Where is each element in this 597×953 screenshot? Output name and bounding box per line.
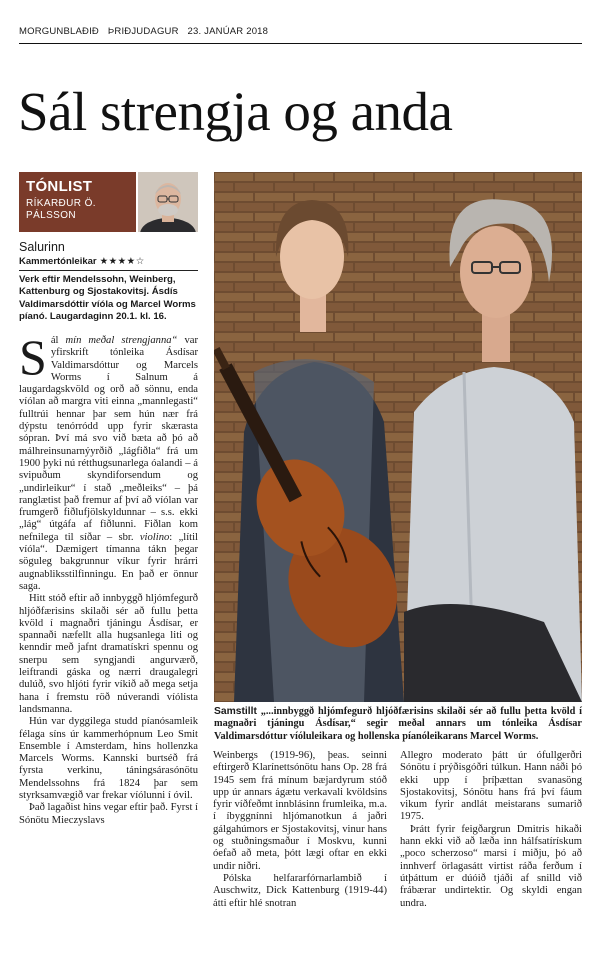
article-paragraph bbox=[19, 335, 198, 593]
article-column-3 bbox=[400, 750, 582, 945]
review-event bbox=[19, 256, 198, 271]
caption-text: „...innbyggð hljómfegurð hljóðfærisins skilaði sér að fullu þetta kvöld í magnaðri tjáningu Ásdísar,“ segir meðal annars um tónleika Ásdísar Valdimarsdóttur víóluleikara og hollenska píanóleikarans Marcel Worms. bbox=[214, 706, 582, 742]
paragraph-text: var yfirskrift tónleika Ásdísar Valdimarsdóttur og Marcels Worms í Salnum á laugardagskvöld og orð að sönnu, enda víólan að margra viti einna „mannlegasti“ fulltrúi hennar þar sem hún nær frá dýpstu tenórródd upp fyrir skærasta sópran. Því má svo við bæta að þó að málhreinsunarnýyrðið „lágfiðla“ frá um 1900 þyki nú rétthugsunarlega óalandi – á svipuðum skyndiforsendum og „undirleikur“ í stað „meðleiks“ – þá ranglætist það fremur af því að víólan var frumgerð fiðlufjölskyldunnar – s.s. ekki „lág“ útgáfa af fiðlunni. Fiðlan kom nefnilega til síðar – sbr. bbox=[19, 335, 198, 543]
photo-illustration bbox=[214, 172, 582, 702]
event-type: Kammertónleikar bbox=[19, 256, 97, 267]
issue-date: 23. JANÚAR 2018 bbox=[187, 26, 269, 37]
section-title: TÓNLIST bbox=[26, 178, 93, 195]
headline: Sál strengja og anda bbox=[18, 81, 453, 142]
caption-lead: Samstillt bbox=[214, 706, 257, 717]
article-paragraph: Weinbergs (1919-96), þeas. seinni eftirgerð Klarínettsónötu hans Op. 28 frá 1945 sem frá mínum bæjardyrum stóð upp úr annars ágætu verkavali kvöldsins fyrir víðfeðmt innblásinn frumleika, m.a. í íbyggnínni hljómanotkun á jaðri gálgahúmors er Sjostakovitsj, vinur hans og stuðningsmaður í Moskvu, kunni óefað að meta, þótt lægi oftar en ekki undir niðri. bbox=[213, 750, 387, 872]
author-byline bbox=[26, 198, 96, 222]
italic-term: violino bbox=[139, 531, 170, 543]
concert-photo bbox=[214, 172, 582, 702]
article-paragraph: Hitt stóð eftir að innbyggð hljómfegurð hljóðfærisins skilaði sér að fullu þetta kvöld í magnaðri tjáningu Ásdísar, er spannaði næfellt alla hugsanlega liti og kenndir með jafnt dramatískri spennu og snerpu sem syngjandi angurværð, leiftrandi gáska og nærri draugalegri dulúð, svo hljóti fyrir víkið að mega setja hana í fremstu röð núverandi víólista landsmanna. bbox=[19, 593, 198, 715]
paper-name: MORGUNBLAÐIÐ bbox=[19, 26, 99, 37]
photo-caption bbox=[214, 706, 582, 743]
paragraph-text: : „lítil víóla“. Dæmigert tímanna tákn þegar söguleg bakgrunnur víkur fyrir hrárri augnabliksstilfinningu. En það er önnur saga. bbox=[19, 531, 198, 592]
drop-cap: S bbox=[19, 335, 47, 385]
author-name-line2: PÁLSSON bbox=[26, 210, 77, 221]
article-column-1 bbox=[19, 335, 198, 943]
author-portrait bbox=[138, 172, 198, 232]
article-paragraph: Hún var dyggilega studd píanósamleik félaga síns úr kammerhópnum Leo Smit Ensemble í Amsterdam, hins hollenzka Marcels Worms. Kannski burtséð frá fyrsta verkinu, táningsárasónötu Mendelssohns frá 1824 þar sem styrksamvægið var frekar víólunni í óvil. bbox=[19, 716, 198, 801]
opening-word: ál bbox=[50, 335, 59, 346]
weekday: ÞRIÐJUDAGUR bbox=[107, 26, 179, 37]
review-venue: Salurinn bbox=[19, 240, 65, 254]
rating-stars: ★★★★☆ bbox=[99, 256, 145, 267]
article-paragraph: Þrátt fyrir feigðargrun Dmitris hikaði hann ekki við að læða inn hálfsatírískum „poco scherzoso“ marsi í miðju, þó að innhverf örlagasátt virtist ráða ferðum í útþáttum er dúóið tjáði af snilld við frábærar undirtektir. Og skyldi engan undra. bbox=[400, 823, 582, 909]
review-program: Verk eftir Mendelssohn, Weinberg, Kattenburg og Sjostakovitsj. Ásdís Valdimarsdóttir víóla og Marcel Worms píanó. Laugardaginn 20.1. kl. 16. bbox=[19, 274, 196, 323]
quoted-title: mín meðal strengjanna“ bbox=[58, 335, 178, 346]
article-paragraph: Allegro moderato þátt úr ófullgerðri Sónötu í prýðisgóðri túlkun. Hann náði þó ekki upp í þríþættan svanasöng Sjostakovitsj, Sónötu hans frá því fáum vikum fyrir andlát meistarans sumarið 1975. bbox=[400, 750, 582, 823]
article-column-2 bbox=[213, 750, 387, 945]
article-paragraph: Pólska helfararfórnarlambið í Auschwitz, Dick Kattenburg (1919-44) átti eftir hlé snotran bbox=[213, 872, 387, 909]
author-portrait-illustration bbox=[138, 172, 198, 232]
section-label-box bbox=[19, 172, 136, 232]
author-name-line1: RÍKARÐUR Ö. bbox=[26, 198, 96, 209]
masthead bbox=[19, 21, 582, 44]
article-paragraph: Það lagaðist hins vegar eftir það. Fyrst í Sónötu Mieczyslavs bbox=[19, 802, 198, 826]
